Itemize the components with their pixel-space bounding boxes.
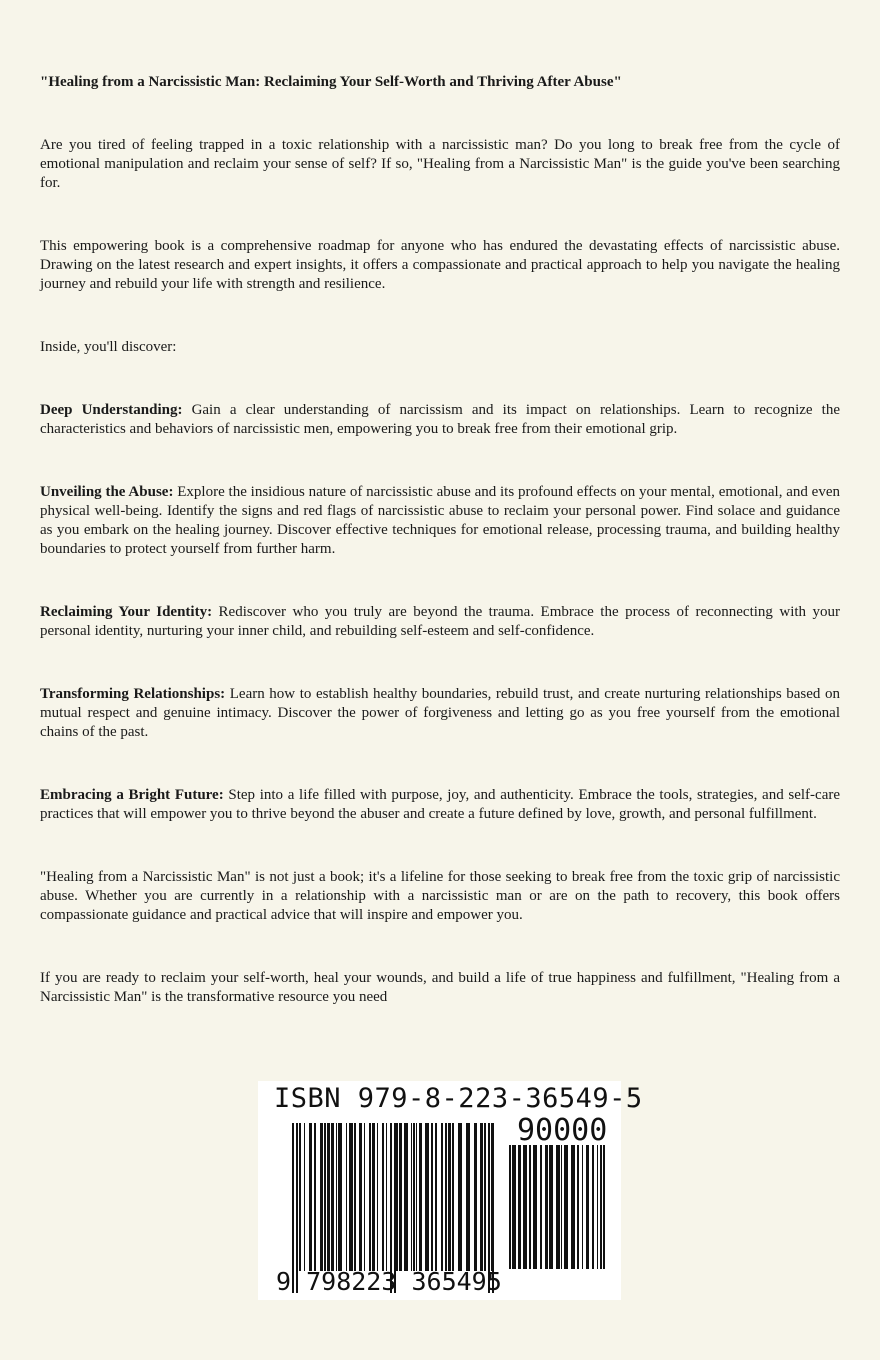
- description-paragraph: [40, 338, 840, 357]
- paragraph-text: Are you tired of feeling trapped in a toxic relationship with a narcissistic man? Do you long to break free from the cycle of emotional manipulation and reclaim your sense of self? If so, "Healing from a Narcissistic Man" is the guide you've been searching for.: [40, 137, 840, 191]
- price-code: 90000: [517, 1113, 608, 1148]
- description-paragraph: [40, 786, 840, 824]
- paragraph-text: Gain a clear understanding of narcissism and its impact on relationships. Learn to recognize the characteristics and behaviors of narcissistic men, empowering you to break free from their emotional grip.: [40, 402, 840, 437]
- paragraph-text: This empowering book is a comprehensive roadmap for anyone who has endured the devastating effects of narcissistic abuse. Drawing on the latest research and expert insights, it offers a compassionate and practical approach to help you navigate the healing journey and rebuild your life with strength and resilience.: [40, 238, 840, 292]
- description-paragraph: [40, 483, 840, 559]
- back-cover-text: [40, 72, 840, 1051]
- description-paragraph: [40, 969, 840, 1007]
- description-paragraph: [40, 685, 840, 742]
- paragraph-text: "Healing from a Narcissistic Man" is not just a book; it's a lifeline for those seeking to break free from the toxic grip of narcissistic abuse. Whether you are currently in a relationship with a narcissistic man or are on the path to recovery, this book offers compassionate guidance and practical advice that will inspire and empower you.: [40, 869, 840, 923]
- description-paragraph: [40, 401, 840, 439]
- paragraph-lead: Unveiling the Abuse:: [40, 484, 174, 500]
- paragraph-text: Explore the insidious nature of narcissistic abuse and its profound effects on your mental, emotional, and even physical well-being. Identify the signs and red flags of narcissistic abuse to reclaim your personal power. Find solace and guidance as you embark on the healing journey. Discover effective techniques for emotional release, processing trauma, and building healthy boundaries to protect yourself from further harm.: [40, 484, 840, 557]
- description-paragraph: [40, 136, 840, 193]
- paragraph-lead: Deep Understanding:: [40, 402, 183, 418]
- isbn-label: ISBN 979-8-223-36549-5: [274, 1083, 643, 1114]
- paragraph-text: If you are ready to reclaim your self-worth, heal your wounds, and build a life of true happiness and fulfillment, "Healing from a Narcissistic Man" is the transformative resource you need: [40, 970, 840, 1005]
- description-paragraph: [40, 603, 840, 641]
- description-paragraph: [40, 237, 840, 294]
- barcode-digits: 9 798223 365495: [276, 1267, 502, 1296]
- isbn-barcode: [258, 1081, 643, 1300]
- paragraph-lead: Reclaiming Your Identity:: [40, 604, 213, 620]
- description-body: [40, 136, 840, 1007]
- paragraph-text: Rediscover who you truly are beyond the trauma. Embrace the process of reconnecting with your personal identity, nurturing your inner child, and rebuilding self-esteem and self-confidence.: [40, 604, 840, 639]
- paragraph-lead: Transforming Relationships:: [40, 686, 226, 702]
- paragraph-lead: Embracing a Bright Future:: [40, 787, 224, 803]
- paragraph-text: Step into a life filled with purpose, joy, and authenticity. Embrace the tools, strategies, and self-care practices that will empower you to thrive beyond the abuser and create a future defined by love, growth, and personal fulfillment.: [40, 787, 841, 822]
- description-paragraph: [40, 868, 840, 925]
- paragraph-text: Inside, you'll discover:: [40, 339, 177, 355]
- paragraph-text: Learn how to establish healthy boundaries, rebuild trust, and create nurturing relationships based on mutual respect and genuine intimacy. Discover the power of forgiveness and letting go as you free yourself from the emotional chains of the past.: [40, 686, 841, 740]
- book-title: "Healing from a Narcissistic Man: Reclaiming Your Self-Worth and Thriving After Abuse": [40, 74, 622, 90]
